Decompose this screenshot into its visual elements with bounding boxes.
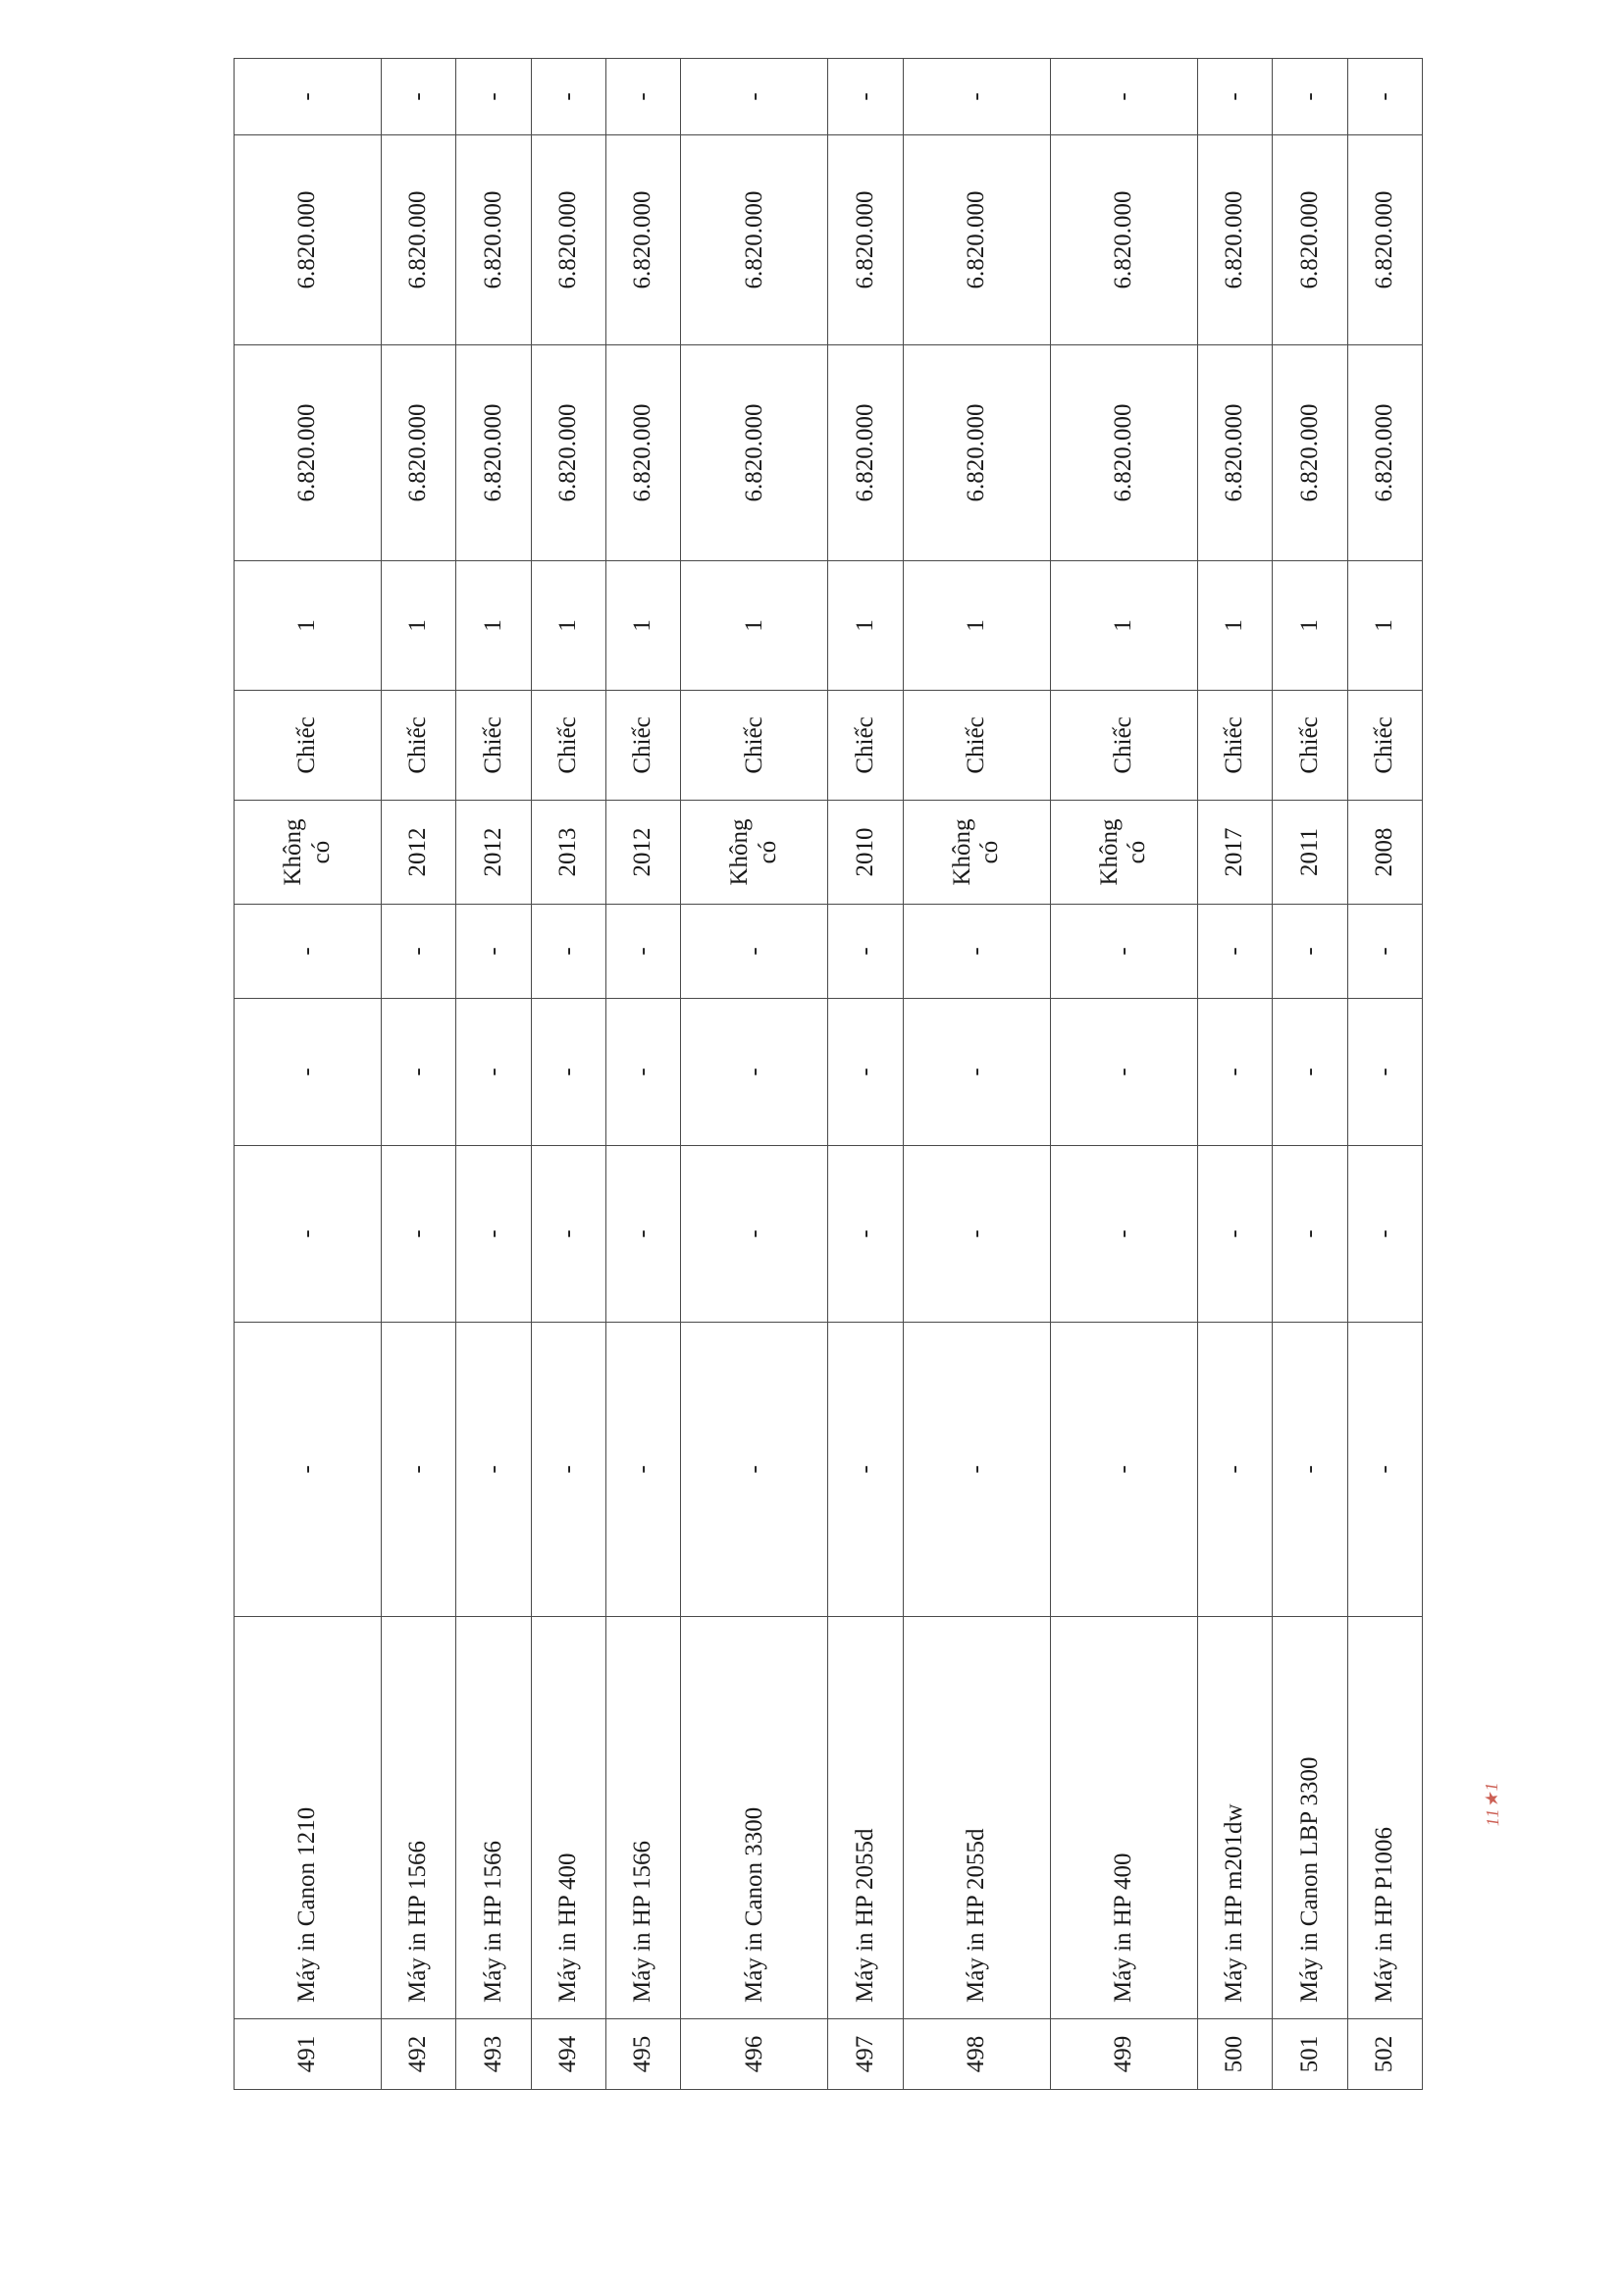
quantity-cell: 1 <box>1347 561 1422 691</box>
table-row <box>1273 59 1347 2090</box>
column-4-cell: - <box>382 1146 456 1323</box>
unit-price-cell: 6.820.000 <box>681 345 828 561</box>
column-4-cell: - <box>681 1146 828 1323</box>
row-number-cell: 495 <box>606 2019 681 2090</box>
unit-cell: Chiếc <box>235 691 382 801</box>
column-3-cell: - <box>828 1323 903 1617</box>
item-name-cell: Máy in Canon 1210 <box>235 1617 382 2019</box>
table-row <box>1050 59 1197 2090</box>
unit-cell: Chiếc <box>531 691 605 801</box>
unit-price-cell: 6.820.000 <box>382 345 456 561</box>
year-cell: 2012 <box>606 801 681 905</box>
item-name-cell: Máy in HP m201dw <box>1197 1617 1272 2019</box>
column-3-cell: - <box>235 1323 382 1617</box>
quantity-cell: 1 <box>681 561 828 691</box>
row-number-cell: 491 <box>235 2019 382 2090</box>
last-column-cell: - <box>903 59 1050 135</box>
total-value-cell: 6.820.000 <box>531 135 605 345</box>
year-cell: 2008 <box>1347 801 1422 905</box>
total-value-cell: 6.820.000 <box>1197 135 1272 345</box>
last-column-cell: - <box>828 59 903 135</box>
total-value-cell: 6.820.000 <box>606 135 681 345</box>
column-6-cell: - <box>681 905 828 999</box>
quantity-cell: 1 <box>1050 561 1197 691</box>
last-column-cell: - <box>531 59 605 135</box>
column-3-cell: - <box>681 1323 828 1617</box>
last-column-cell: - <box>681 59 828 135</box>
row-number-cell: 501 <box>1273 2019 1347 2090</box>
column-4-cell: - <box>828 1146 903 1323</box>
row-number-cell: 499 <box>1050 2019 1197 2090</box>
item-name-cell: Máy in HP 1566 <box>456 1617 531 2019</box>
total-value-cell: 6.820.000 <box>1050 135 1197 345</box>
column-5-cell: - <box>606 999 681 1146</box>
year-cell: Không có <box>1050 801 1197 905</box>
quantity-cell: 1 <box>456 561 531 691</box>
table-row <box>903 59 1050 2090</box>
item-name-cell: Máy in HP 400 <box>531 1617 605 2019</box>
unit-price-cell: 6.820.000 <box>235 345 382 561</box>
item-name-cell: Máy in HP 1566 <box>606 1617 681 2019</box>
column-4-cell: - <box>1347 1146 1422 1323</box>
item-name-cell: Máy in HP 2055d <box>828 1617 903 2019</box>
quantity-cell: 1 <box>903 561 1050 691</box>
total-value-cell: 6.820.000 <box>903 135 1050 345</box>
table-row <box>1197 59 1272 2090</box>
quantity-cell: 1 <box>1273 561 1347 691</box>
column-6-cell: - <box>1197 905 1272 999</box>
year-cell: 2010 <box>828 801 903 905</box>
column-5-cell: - <box>1347 999 1422 1146</box>
column-4-cell: - <box>531 1146 605 1323</box>
column-5-cell: - <box>235 999 382 1146</box>
last-column-cell: - <box>456 59 531 135</box>
asset-table <box>234 58 1423 2090</box>
unit-price-cell: 6.820.000 <box>1347 345 1422 561</box>
total-value-cell: 6.820.000 <box>456 135 531 345</box>
unit-cell: Chiếc <box>606 691 681 801</box>
red-stamp-mark: 11★1 <box>1481 1781 1503 1827</box>
total-value-cell: 6.820.000 <box>681 135 828 345</box>
unit-cell: Chiếc <box>903 691 1050 801</box>
column-4-cell: - <box>606 1146 681 1323</box>
year-cell: 2012 <box>456 801 531 905</box>
unit-price-cell: 6.820.000 <box>828 345 903 561</box>
total-value-cell: 6.820.000 <box>382 135 456 345</box>
row-number-cell: 496 <box>681 2019 828 2090</box>
last-column-cell: - <box>1273 59 1347 135</box>
column-5-cell: - <box>1273 999 1347 1146</box>
year-cell: 2011 <box>1273 801 1347 905</box>
column-3-cell: - <box>531 1323 605 1617</box>
row-number-cell: 492 <box>382 2019 456 2090</box>
column-6-cell: - <box>382 905 456 999</box>
unit-price-cell: 6.820.000 <box>903 345 1050 561</box>
last-column-cell: - <box>1197 59 1272 135</box>
unit-cell: Chiếc <box>828 691 903 801</box>
column-4-cell: - <box>456 1146 531 1323</box>
unit-price-cell: 6.820.000 <box>1197 345 1272 561</box>
quantity-cell: 1 <box>828 561 903 691</box>
column-4-cell: - <box>1050 1146 1197 1323</box>
column-4-cell: - <box>903 1146 1050 1323</box>
column-3-cell: - <box>1050 1323 1197 1617</box>
year-cell: 2013 <box>531 801 605 905</box>
quantity-cell: 1 <box>606 561 681 691</box>
column-6-cell: - <box>828 905 903 999</box>
column-4-cell: - <box>235 1146 382 1323</box>
table-row <box>235 59 382 2090</box>
column-3-cell: - <box>1347 1323 1422 1617</box>
year-cell: 2017 <box>1197 801 1272 905</box>
column-5-cell: - <box>382 999 456 1146</box>
quantity-cell: 1 <box>235 561 382 691</box>
column-6-cell: - <box>235 905 382 999</box>
column-6-cell: - <box>531 905 605 999</box>
column-4-cell: - <box>1273 1146 1347 1323</box>
year-cell: Không có <box>681 801 828 905</box>
column-5-cell: - <box>1197 999 1272 1146</box>
column-5-cell: - <box>828 999 903 1146</box>
column-3-cell: - <box>1273 1323 1347 1617</box>
unit-cell: Chiếc <box>681 691 828 801</box>
total-value-cell: 6.820.000 <box>1347 135 1422 345</box>
last-column-cell: - <box>235 59 382 135</box>
row-number-cell: 498 <box>903 2019 1050 2090</box>
unit-price-cell: 6.820.000 <box>606 345 681 561</box>
last-column-cell: - <box>1347 59 1422 135</box>
total-value-cell: 6.820.000 <box>235 135 382 345</box>
table-row <box>606 59 681 2090</box>
item-name-cell: Máy in Canon LBP 3300 <box>1273 1617 1347 2019</box>
unit-cell: Chiếc <box>456 691 531 801</box>
row-number-cell: 497 <box>828 2019 903 2090</box>
column-6-cell: - <box>1050 905 1197 999</box>
column-5-cell: - <box>1050 999 1197 1146</box>
column-6-cell: - <box>903 905 1050 999</box>
last-column-cell: - <box>1050 59 1197 135</box>
item-name-cell: Máy in Canon 3300 <box>681 1617 828 2019</box>
table-row <box>456 59 531 2090</box>
table-row <box>382 59 456 2090</box>
column-5-cell: - <box>456 999 531 1146</box>
item-name-cell: Máy in HP 2055d <box>903 1617 1050 2019</box>
table-row <box>1347 59 1422 2090</box>
item-name-cell: Máy in HP 400 <box>1050 1617 1197 2019</box>
total-value-cell: 6.820.000 <box>828 135 903 345</box>
table-row <box>828 59 903 2090</box>
year-cell: Không có <box>235 801 382 905</box>
column-3-cell: - <box>1197 1323 1272 1617</box>
last-column-cell: - <box>382 59 456 135</box>
table-row <box>681 59 828 2090</box>
column-5-cell: - <box>903 999 1050 1146</box>
total-value-cell: 6.820.000 <box>1273 135 1347 345</box>
unit-cell: Chiếc <box>1197 691 1272 801</box>
column-6-cell: - <box>1347 905 1422 999</box>
item-name-cell: Máy in HP 1566 <box>382 1617 456 2019</box>
asset-table-sheet <box>234 59 1423 2090</box>
column-3-cell: - <box>606 1323 681 1617</box>
column-3-cell: - <box>382 1323 456 1617</box>
unit-cell: Chiếc <box>1347 691 1422 801</box>
column-5-cell: - <box>531 999 605 1146</box>
column-5-cell: - <box>681 999 828 1146</box>
last-column-cell: - <box>606 59 681 135</box>
row-number-cell: 493 <box>456 2019 531 2090</box>
unit-price-cell: 6.820.000 <box>1273 345 1347 561</box>
unit-price-cell: 6.820.000 <box>456 345 531 561</box>
column-6-cell: - <box>606 905 681 999</box>
quantity-cell: 1 <box>382 561 456 691</box>
unit-price-cell: 6.820.000 <box>1050 345 1197 561</box>
year-cell: 2012 <box>382 801 456 905</box>
unit-cell: Chiếc <box>382 691 456 801</box>
column-4-cell: - <box>1197 1146 1272 1323</box>
item-name-cell: Máy in HP P1006 <box>1347 1617 1422 2019</box>
unit-cell: Chiếc <box>1050 691 1197 801</box>
column-6-cell: - <box>456 905 531 999</box>
unit-price-cell: 6.820.000 <box>531 345 605 561</box>
row-number-cell: 500 <box>1197 2019 1272 2090</box>
column-6-cell: - <box>1273 905 1347 999</box>
year-cell: Không có <box>903 801 1050 905</box>
row-number-cell: 502 <box>1347 2019 1422 2090</box>
table-row <box>531 59 605 2090</box>
row-number-cell: 494 <box>531 2019 605 2090</box>
column-3-cell: - <box>903 1323 1050 1617</box>
column-3-cell: - <box>456 1323 531 1617</box>
quantity-cell: 1 <box>1197 561 1272 691</box>
quantity-cell: 1 <box>531 561 605 691</box>
unit-cell: Chiếc <box>1273 691 1347 801</box>
